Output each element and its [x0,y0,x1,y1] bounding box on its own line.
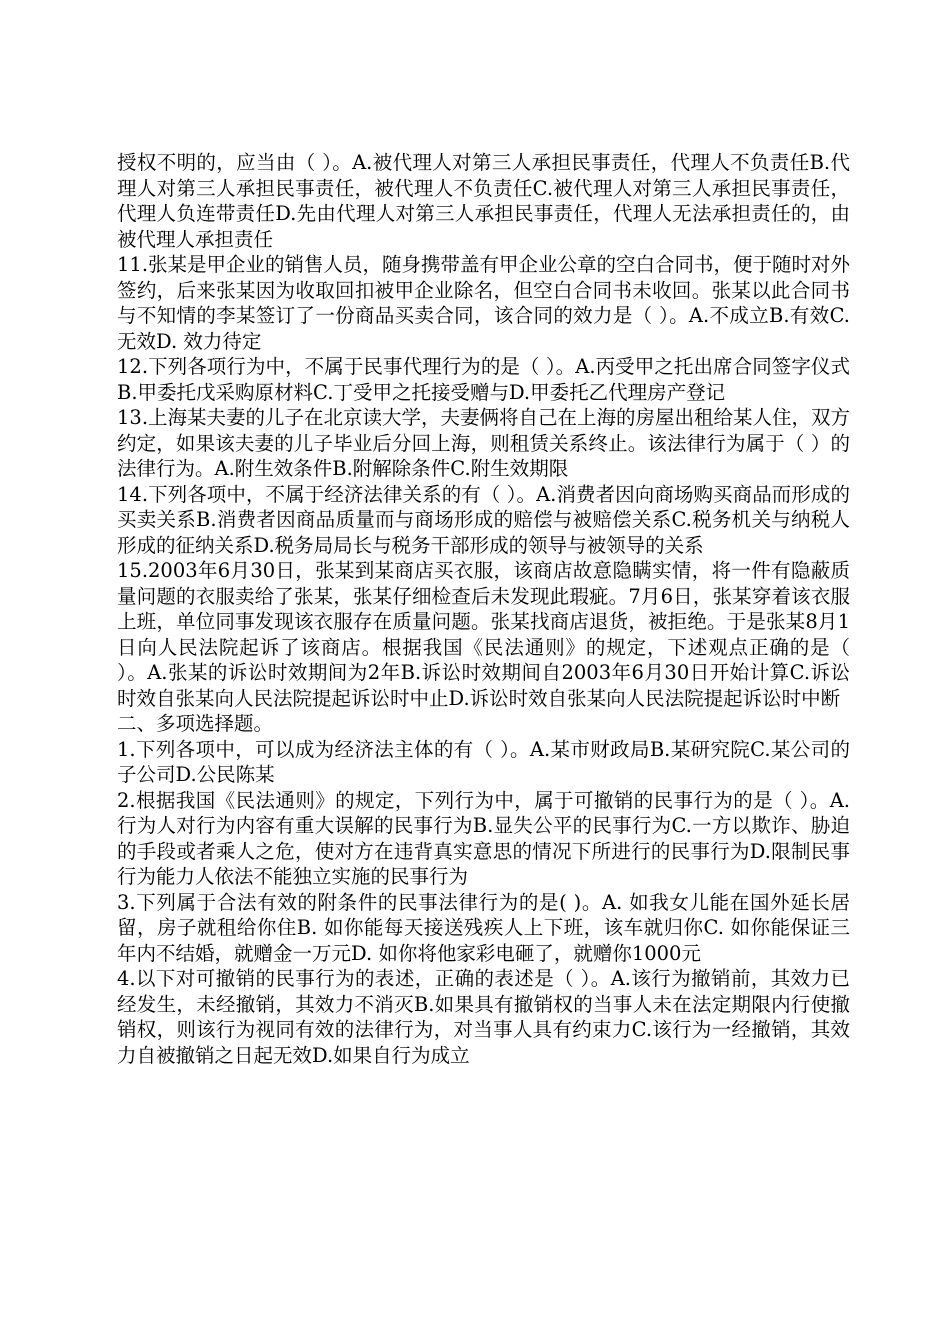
paragraph-multi-question-4: 4.以下对可撤销的民事行为的表述，正确的表述是（ ）。A.该行为撤销前，其效力已经发生，未经撤销，其效力不消灭B.如果具有撤销权的当事人未在法定期限内行使撤销权，则该行为视同有效的法律行为，对当事人具有约束力C.该行为一经撤销，其效力自被撤销之日起无效D.如果自行为成立 [117,967,850,1067]
paragraph-multi-question-2: 2.根据我国《民法通则》的规定，下列行为中，属于可撤销的民事行为的是（ ）。A.行为人对行为内容有重大误解的民事行为B.显失公平的民事行为C.一方以欺诈、胁迫的手段或者乘人之危，使对方在违背真实意思的情况下所进行的民事行为D.限制民事行为能力人依法不能独立实施的民事行为 [117,788,850,888]
paragraph-question-10-continued: 授权不明的，应当由（ ）。A.被代理人对第三人承担民事责任，代理人不负责任B.代理人对第三人承担民事责任，被代理人不负责任C.被代理人对第三人承担民事责任，代理人负连带责任D.先由代理人对第三人承担民事责任，代理人无法承担责任的，由被代理人承担责任 [117,151,850,251]
paragraph-question-11: 11.张某是甲企业的销售人员，随身携带盖有甲企业公章的空白合同书，便于随时对外签约，后来张某因为收取回扣被甲企业除名，但空白合同书未收回。张某以此合同书与不知情的李某签订了一份商品买卖合同，该合同的效力是（ ）。A.不成立B.有效C. 无效D. 效力待定 [117,253,851,353]
paragraph-multi-question-1: 1.下列各项中，可以成为经济法主体的有（ ）。A.某市财政局B.某研究院C.某公司的子公司D.公民陈某 [117,737,850,786]
paragraph-question-12: 12.下列各项行为中，不属于民事代理行为的是（ ）。A.丙受甲之托出席合同签字仪式B.甲委托戊采购原材料C.丁受甲之托接受赠与D.甲委托乙代理房产登记 [117,355,850,404]
paragraph-question-13: 13.上海某夫妻的儿子在北京读大学，夫妻俩将自己在上海的房屋出租给某人住，双方约定，如果该夫妻的儿子毕业后分回上海，则租赁关系终止。该法律行为属于（ ）的法律行为。A.附生效条件B.附解除条件C.附生效期限 [117,406,851,480]
section-heading-multiple-choice: 二、多项选择题。 [117,712,274,735]
paragraph-question-15: 15.2003年6月30日，张某到某商店买衣服，该商店故意隐瞒实情，将一件有隐蔽质量问题的衣服卖给了张某，张某仔细检查后未发现此瑕疵。7月6日，张某穿着该衣服上班，单位同事发现该衣服存在质量问题。张某找商店退货，被拒绝。于是张某8月1日向人民法院起诉了该商店。根据我国《民法通则》的规定，下述观点正确的是（ ）。A.张某的诉讼时效期间为2年B.诉讼时效期间自2003年6月30日开始计算C.诉讼时效自张某向人民法院提起诉讼时中止D.诉讼时效自张某向人民法院提起诉讼时中断 [117,559,850,710]
paragraph-question-14: 14.下列各项中，不属于经济法律关系的有（ ）。A.消费者因向商场购买商品而形成的买卖关系B.消费者因商品质量而与商场形成的赔偿与被赔偿关系C.税务机关与纳税人形成的征纳关系D.税务局局长与税务干部形成的领导与被领导的关系 [117,482,850,557]
paragraph-multi-question-3: 3.下列属于合法有效的附条件的民事法律行为的是( )。A. 如我女儿能在国外延长居留，房子就租给你住B. 如你能每天接送残疾人上下班，该车就归你C. 如你能保证三年内不结婚，就赠金一万元D. 如你将他家彩电砸了，就赠你1000元 [117,890,850,965]
document-body [117,150,850,1068]
